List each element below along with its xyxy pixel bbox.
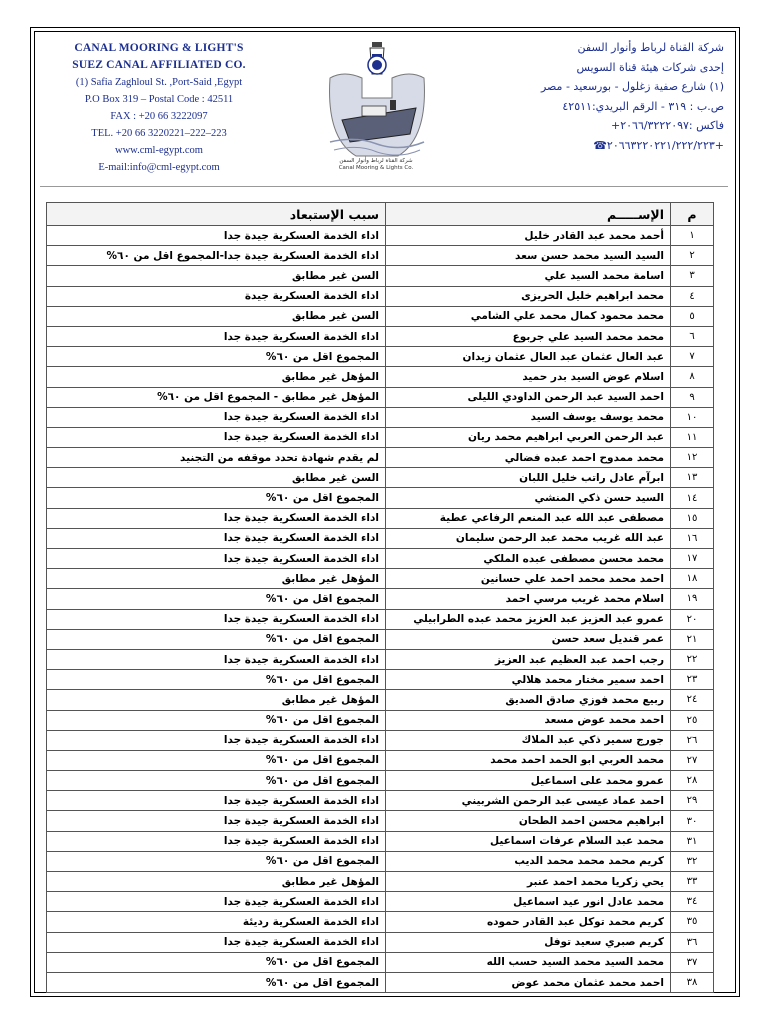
table-row [47, 286, 714, 306]
header-reason: سبب الإستبعاد [47, 203, 386, 226]
table-row [47, 831, 714, 851]
row-reason: لم يقدم شهادة تحدد موقفه من التجنيد [47, 448, 386, 468]
table-row [47, 528, 714, 548]
row-reason: المؤهل غير مطابق [47, 367, 386, 387]
phone-number-ar: +٢٠٦٦٣٢٢٠٢٢١/٢٢٢/٢٢٣ [606, 138, 724, 152]
row-reason: السن غير مطابق [47, 468, 386, 488]
row-reason: اداء الخدمة العسكرية جيدة جدا [47, 226, 386, 246]
row-number: ٣٠ [671, 811, 714, 831]
row-name: عمرو عبد العزيز عبد العزيز محمد عبده الطرابيلي [386, 609, 671, 629]
row-number: ٦ [671, 326, 714, 346]
letterhead-english [44, 40, 274, 176]
row-reason: المجموع اقل من ٦٠% [47, 670, 386, 690]
table-row [47, 690, 714, 710]
logo-caption-en: Canal Mooring & Lights Co. [338, 165, 414, 171]
tel-en: TEL. +20 66 3220221–222–223 [91, 128, 227, 139]
row-number: ٤ [671, 286, 714, 306]
table-row [47, 448, 714, 468]
row-reason: المجموع اقل من ٦٠% [47, 347, 386, 367]
row-number: ٢٦ [671, 730, 714, 750]
table-row [47, 549, 714, 569]
logo-caption [318, 158, 434, 172]
row-number: ٣١ [671, 831, 714, 851]
row-name: السيد السيد محمد حسن سعد [386, 246, 671, 266]
row-reason: المجموع اقل من ٦٠% [47, 771, 386, 791]
row-name: جورج سمير ذكي عبد الملاك [386, 730, 671, 750]
row-reason: المجموع اقل من ٦٠% [47, 851, 386, 871]
table-row [47, 710, 714, 730]
row-reason: اداء الخدمة العسكرية جيدة جدا [47, 649, 386, 669]
row-reason: المؤهل غير مطابق [47, 690, 386, 710]
row-name: محمد محسن مصطفى عبده الملكي [386, 549, 671, 569]
row-number: ٣٨ [671, 972, 714, 992]
table-row [47, 629, 714, 649]
row-name: كريم محمد توكل عبد القادر حموده [386, 912, 671, 932]
row-number: ١٦ [671, 528, 714, 548]
row-name: السيد حسن ذكي المنشي [386, 488, 671, 508]
row-number: ١٠ [671, 407, 714, 427]
row-reason: اداء الخدمة العسكرية رديئة [47, 912, 386, 932]
table-row [47, 387, 714, 407]
row-reason: المجموع اقل من ٦٠% [47, 972, 386, 992]
row-name: احمد سمير مختار محمد هلالي [386, 670, 671, 690]
table-row [47, 407, 714, 427]
row-number: ١٧ [671, 549, 714, 569]
letterhead-arabic [484, 38, 724, 155]
row-reason: اداء الخدمة العسكرية جيدة جدا [47, 791, 386, 811]
row-name: محمد محمد السيد علي جربوع [386, 326, 671, 346]
fax-en: FAX : +20 66 3222097 [110, 111, 208, 122]
logo-caption-ar: شركة القناة لرباط وأنوار السفن [339, 158, 413, 164]
header-name: الإســـــم [386, 203, 671, 226]
table-row [47, 912, 714, 932]
phone-line-ar [484, 136, 724, 156]
row-number: ٢٧ [671, 750, 714, 770]
row-reason: المؤهل غير مطابق - المجموع اقل من ٦٠% [47, 387, 386, 407]
table-row [47, 488, 714, 508]
row-reason: اداء الخدمة العسكرية جيدة جدا-المجموع اقل من ٦٠% [47, 246, 386, 266]
table-row [47, 771, 714, 791]
row-reason: اداء الخدمة العسكرية جيدة جدا [47, 609, 386, 629]
table-row [47, 851, 714, 871]
row-name: رجب احمد عبد العظيم عبد العزيز [386, 649, 671, 669]
row-number: ١٣ [671, 468, 714, 488]
fax-ar: فاكس :٢٠٦٦/٣٢٢٢٠٩٧+ [611, 119, 724, 132]
company-name-ar: شركة القناة لرباط وأنوار السفن [577, 41, 724, 54]
row-number: ٧ [671, 347, 714, 367]
row-reason: اداء الخدمة العسكرية جيدة جدا [47, 831, 386, 851]
row-reason: اداء الخدمة العسكرية جيدة جدا [47, 528, 386, 548]
row-number: ١٥ [671, 508, 714, 528]
row-name: محمد ممدوح احمد عبده فضالي [386, 448, 671, 468]
row-name: عمر قنديل سعد حسن [386, 629, 671, 649]
row-number: ٣٦ [671, 932, 714, 952]
table-row [47, 932, 714, 952]
table-row [47, 427, 714, 447]
row-name: اسلام عوض السيد بدر حميد [386, 367, 671, 387]
row-number: ٢٨ [671, 771, 714, 791]
affiliation-en: SUEZ CANAL AFFILIATED CO. [72, 59, 246, 71]
table-row [47, 750, 714, 770]
table-row [47, 649, 714, 669]
row-number: ٢٢ [671, 649, 714, 669]
address-ar: (١) شارع صفية زغلول - بورسعيد - مصر [540, 80, 724, 93]
row-name: محمد السيد محمد السيد حسب الله [386, 952, 671, 972]
affiliation-ar: إحدى شركات هيئة قناة السويس [576, 60, 724, 74]
row-number: ١٤ [671, 488, 714, 508]
row-number: ١٢ [671, 448, 714, 468]
table-row [47, 811, 714, 831]
table-row [47, 892, 714, 912]
table-row [47, 670, 714, 690]
row-name: محمد محمود كمال محمد علي الشامي [386, 306, 671, 326]
row-number: ٢٥ [671, 710, 714, 730]
row-number: ٥ [671, 306, 714, 326]
row-number: ٢٠ [671, 609, 714, 629]
row-reason: اداء الخدمة العسكرية جيدة جدا [47, 508, 386, 528]
row-name: محمد ابراهيم خليل الحريزى [386, 286, 671, 306]
row-number: ٩ [671, 387, 714, 407]
row-number: ٣٥ [671, 912, 714, 932]
row-name: يحي زكريا محمد احمد عنبر [386, 872, 671, 892]
row-number: ١٩ [671, 589, 714, 609]
row-reason: المؤهل غير مطابق [47, 872, 386, 892]
row-name: عبد الرحمن العربي ابراهيم محمد ريان [386, 427, 671, 447]
row-name: اسامة محمد السيد علي [386, 266, 671, 286]
email-en: E-mail:info@cml-egypt.com [98, 162, 220, 173]
row-reason: اداء الخدمة العسكرية جيدة جدا [47, 407, 386, 427]
table-row [47, 569, 714, 589]
row-reason: اداء الخدمة العسكرية جيدة جدا [47, 892, 386, 912]
header-divider [40, 186, 728, 187]
table-row [47, 872, 714, 892]
row-name: أحمد محمد عبد القادر خليل [386, 226, 671, 246]
table-row [47, 972, 714, 992]
table-row [47, 226, 714, 246]
row-name: محمد عادل انور عيد اسماعيل [386, 892, 671, 912]
table-row [47, 791, 714, 811]
address-en: (1) Safia Zaghloul St. ,Port-Said ,Egypt [75, 77, 243, 88]
row-name: محمد عبد السلام عرفات اسماعيل [386, 831, 671, 851]
table-row [47, 326, 714, 346]
table-row [47, 730, 714, 750]
row-name: كريم صبري سعيد توفل [386, 932, 671, 952]
row-number: ٢ [671, 246, 714, 266]
row-number: ١١ [671, 427, 714, 447]
row-number: ٣٢ [671, 851, 714, 871]
row-reason: السن غير مطابق [47, 306, 386, 326]
row-reason: اداء الخدمة العسكرية جيدة جدا [47, 811, 386, 831]
row-name: اسلام محمد غريب مرسي احمد [386, 589, 671, 609]
row-reason: المجموع اقل من ٦٠% [47, 750, 386, 770]
row-reason: المجموع اقل من ٦٠% [47, 952, 386, 972]
row-name: عبد الله غريب محمد عبد الرحمن سليمان [386, 528, 671, 548]
row-reason: المجموع اقل من ٦٠% [47, 589, 386, 609]
table-row [47, 952, 714, 972]
row-reason: المجموع اقل من ٦٠% [47, 629, 386, 649]
table-row [47, 468, 714, 488]
company-logo-icon [316, 38, 438, 178]
phone-icon: ☎ [593, 138, 607, 152]
row-number: ٨ [671, 367, 714, 387]
row-name: ابراهيم محسن احمد الطحان [386, 811, 671, 831]
row-name: ابرآم عادل راتب خليل اللبان [386, 468, 671, 488]
row-name: مصطفى عبد الله عبد المنعم الرفاعي عطية [386, 508, 671, 528]
row-number: ٢٤ [671, 690, 714, 710]
row-name: احمد محمد عوض مسعد [386, 710, 671, 730]
row-reason: اداء الخدمة العسكرية جيدة جدا [47, 326, 386, 346]
po-box-en: P.O Box 319 – Postal Code : 42511 [84, 94, 234, 105]
row-name: احمد محمد عثمان محمد عوض [386, 972, 671, 992]
row-name: عمرو محمد على اسماعيل [386, 771, 671, 791]
row-number: ٢١ [671, 629, 714, 649]
table-row [47, 609, 714, 629]
table-row [47, 589, 714, 609]
row-name: ربيع محمد فوزي صادق الصديق [386, 690, 671, 710]
exclusion-table [46, 202, 714, 993]
row-reason: المجموع اقل من ٦٠% [47, 488, 386, 508]
row-number: ٣٧ [671, 952, 714, 972]
row-name: احمد السيد عبد الرحمن الداودي الليلى [386, 387, 671, 407]
header-num: م [671, 203, 714, 226]
row-number: ١٨ [671, 569, 714, 589]
row-number: ٣٣ [671, 872, 714, 892]
po-box-ar: ص.ب : ٣١٩ - الرقم البريدي:٤٢٥١١ [562, 99, 724, 113]
row-reason: اداء الخدمة العسكرية جيدة جدا [47, 549, 386, 569]
table-row [47, 347, 714, 367]
row-reason: اداء الخدمة العسكرية جيدة جدا [47, 932, 386, 952]
row-number: ٣ [671, 266, 714, 286]
company-name-en: CANAL MOORING & LIGHT'S [74, 42, 244, 54]
row-number: ٣٤ [671, 892, 714, 912]
row-reason: اداء الخدمة العسكرية جيدة جدا [47, 427, 386, 447]
row-reason: السن غير مطابق [47, 266, 386, 286]
row-name: احمد عماد عيسى عبد الرحمن الشربيني [386, 791, 671, 811]
row-reason: المؤهل غير مطابق [47, 569, 386, 589]
row-name: كريم محمد محمد محمد الديب [386, 851, 671, 871]
table-header-row [47, 203, 714, 226]
row-name: محمد العربي ابو الحمد احمد محمد [386, 750, 671, 770]
row-name: محمد يوسف يوسف السيد [386, 407, 671, 427]
row-reason: اداء الخدمة العسكرية جيدة [47, 286, 386, 306]
row-name: احمد محمد محمد احمد علي حسانين [386, 569, 671, 589]
row-number: ١ [671, 226, 714, 246]
table-row [47, 246, 714, 266]
website-en: www.cml-egypt.com [115, 145, 203, 156]
row-number: ٢٩ [671, 791, 714, 811]
table-row [47, 306, 714, 326]
table-row [47, 266, 714, 286]
table-row [47, 508, 714, 528]
row-reason: المجموع اقل من ٦٠% [47, 710, 386, 730]
row-number: ٢٣ [671, 670, 714, 690]
row-reason: اداء الخدمة العسكرية جيدة جدا [47, 730, 386, 750]
row-name: عبد العال عثمان عبد العال عثمان زيدان [386, 347, 671, 367]
table-row [47, 367, 714, 387]
